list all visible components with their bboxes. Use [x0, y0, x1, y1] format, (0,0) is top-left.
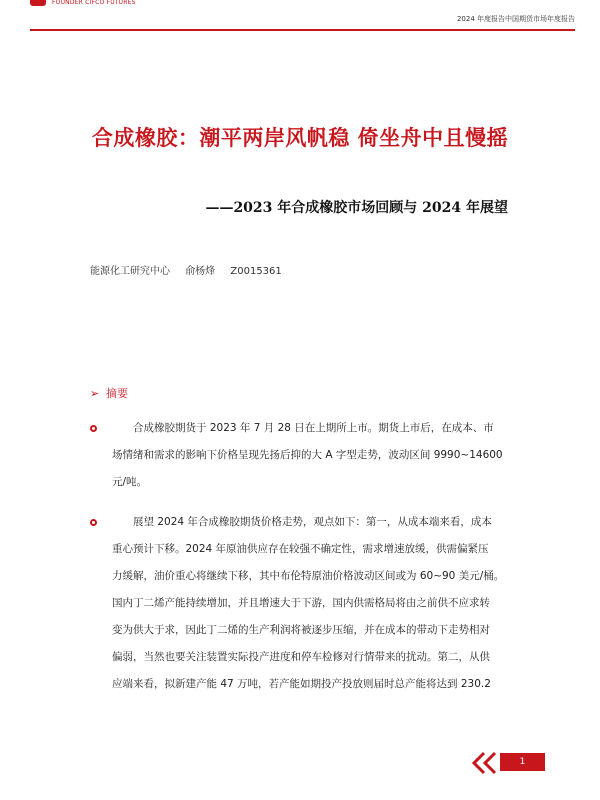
arrow-bullet-icon: ➢ [90, 387, 100, 400]
paragraph-line: 元/吨。 [112, 476, 148, 488]
paragraph-line: 应端来看，拟新建产能 47 万吨，若产能如期投产投放则届时总产能将达到 230.2 [112, 678, 491, 690]
paragraph-line: 合成橡胶期货于 2023 年 7 月 28 日在上期所上市。期货上市后，在成本、市 [133, 422, 494, 434]
abstract-paragraph [112, 509, 510, 698]
author-license: Z0015361 [230, 266, 282, 277]
page-footer [470, 750, 550, 776]
page-number: 1 [500, 753, 545, 771]
header-report-title: 2024 年度报告中国期货市场年度报告 [456, 15, 575, 23]
logo-text: FOUNDER CIFCO FUTURES [52, 0, 136, 6]
circle-bullet-icon [90, 425, 97, 432]
abstract-paragraph [112, 415, 510, 496]
paragraph-line: 场情绪和需求的影响下价格呈现先扬后抑的大 A 字型走势，波动区间 9990~14600 [112, 449, 503, 461]
paragraph-line: 力缓解，油价重心将继续下移，其中布伦特原油价格波动区间或为 60~90 美元/桶。 [112, 570, 505, 582]
abstract-heading [90, 385, 128, 401]
double-chevron-left-icon [470, 750, 498, 776]
paragraph-line: 变为供大于求，因此丁二烯的生产利润将被逐步压缩，并在成本的带动下走势相对 [112, 624, 490, 636]
report-title: 合成橡胶：潮平两岸风帆稳 倚坐舟中且慢摇 [91, 126, 509, 150]
author-info [90, 262, 294, 277]
circle-bullet-icon [90, 519, 97, 526]
report-subtitle: ——2023 年合成橡胶市场回顾与 2024 年展望 [205, 200, 508, 216]
abstract-heading-text: 摘要 [106, 387, 128, 400]
paragraph-line: 重心预计下移。2024 年原油供应存在较强不确定性，需求增速放缓，供需偏紧压 [112, 543, 489, 555]
paragraph-line: 国内丁二烯产能持续增加，并且增速大于下游，国内供需格局将由之前供不应求转 [112, 597, 490, 609]
author-name: 俞杨烽 [185, 266, 216, 277]
paragraph-line: 偏弱，当然也要关注装置实际投产进度和停车检修对行情带来的扰动。第二，从供 [112, 651, 490, 663]
header-divider [30, 29, 575, 31]
author-department: 能源化工研究中心 [90, 266, 170, 277]
logo-mark-icon [30, 0, 46, 6]
paragraph-line: 展望 2024 年合成橡胶期货价格走势，观点如下：第一，从成本端来看，成本 [133, 516, 492, 528]
